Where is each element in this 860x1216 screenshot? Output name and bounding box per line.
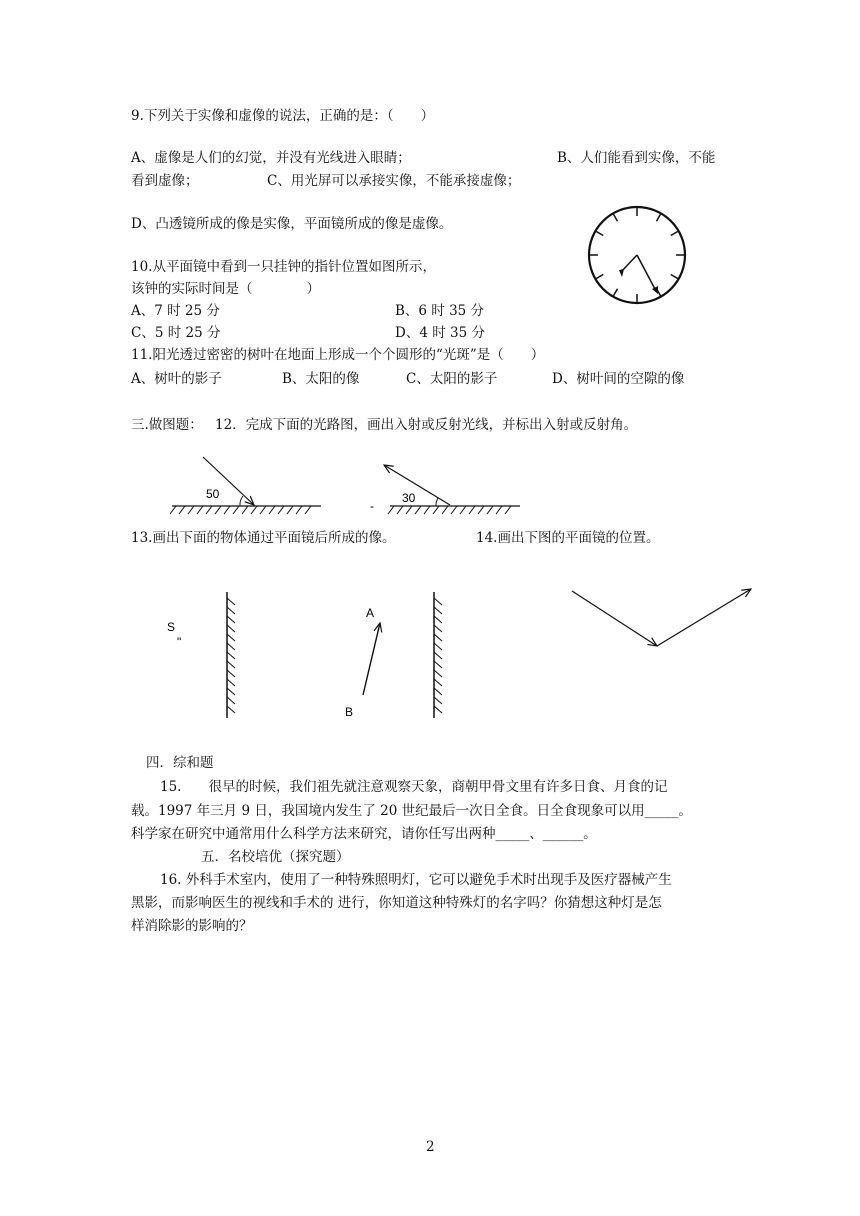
q11-option-a: A、树叶的影子 (131, 371, 222, 387)
label-b: B (345, 705, 354, 719)
q14-text: 14.画出下图的平面镜的位置。 (476, 530, 660, 546)
q10-stem-1: 10.从平面镜中看到一只挂钟的指针位置如图所示， (131, 259, 436, 275)
light-path-diagram-2 (370, 465, 520, 514)
q10-option-b: B、6 时 35 分 (395, 303, 485, 319)
q10-option-d: D、4 时 35 分 (395, 325, 485, 341)
label-a: A (366, 606, 375, 620)
light-path-diagram-1 (170, 457, 321, 514)
page-number: 2 (426, 1139, 435, 1155)
q11-option-b: B、太阳的像 (282, 371, 360, 387)
reflection-rays-diagram (572, 589, 751, 646)
q10-option-c: C、5 时 25 分 (131, 325, 221, 341)
section3-title: 三.做图题： (131, 417, 203, 433)
q11-option-d: D、树叶间的空隙的像 (552, 371, 685, 387)
q10-stem-2: 该钟的实际时间是（ ） (131, 281, 320, 297)
q9-option-b: B、人们能看到实像，不能 (557, 150, 716, 166)
mirror-diagram-point-s (167, 592, 235, 718)
q11-stem: 11.阳光透过密密的树叶在地面上形成一个个圆形的“光斑”是（ ） (131, 347, 545, 363)
clock-minute-hand (637, 255, 656, 291)
q16-line-3: 样消除影的影响的？ (131, 918, 253, 934)
section4-title: 四．综和题 (146, 755, 214, 771)
q9-stem: 9.下列关于实像和虚像的说法，正确的是：（ ） (131, 108, 435, 124)
angle-label-30: 30 (402, 491, 416, 505)
q10-option-a: A、7 时 25 分 (131, 303, 220, 319)
q9-option-a: A、虚像是人们的幻觉，并没有光线进入眼睛； (131, 150, 411, 166)
q16-line-2: 黑影，而影响医生的视线和手术的 进行，你知道这种特殊灯的名字吗？你猜想这种灯是怎 (131, 895, 662, 911)
label-s: S (167, 620, 176, 634)
q15-line-3: 科学家在研究中通常用什么科学方法来研究，请你任写出两种_____、______。 (131, 826, 597, 842)
mirror-diagram-arrow-ab (345, 592, 442, 719)
q12-text: 12．完成下面的光路图，画出入射或反射光线，并标出入射或反射角。 (215, 417, 638, 433)
q9-option-d: D、凸透镜所成的像是实像，平面镜所成的像是虚像。 (131, 216, 453, 232)
q16-line-1: 16. 外科手术室内，使用了一种特殊照明灯，它可以避免手术时出现手及医疗器械产生 (160, 872, 672, 888)
angle-label-50: 50 (206, 487, 220, 501)
clock-icon (589, 207, 685, 303)
svg-text:": " (177, 635, 182, 649)
dash-mark: - (370, 499, 374, 513)
q9-option-b-cont: 看到虚像； (131, 173, 199, 189)
q11-option-c: C、太阳的影子 (406, 371, 498, 387)
section5-title: 五．名校培优（探究题） (201, 849, 350, 865)
q15-line-2: 载。1997 年三月 9 日，我国境内发生了 20 世纪最后一次日全食。日全食现象可以用_____。 (131, 803, 692, 819)
q9-option-c: C、用光屏可以承接实像，不能承接虚像； (267, 173, 521, 189)
q13-text: 13.画出下面的物体通过平面镜后所成的像。 (131, 530, 396, 546)
q15-line-1: 15. 很早的时候，我们祖先就注意观察天象，商朝甲骨文里有许多日食、月食的记 (160, 779, 668, 795)
